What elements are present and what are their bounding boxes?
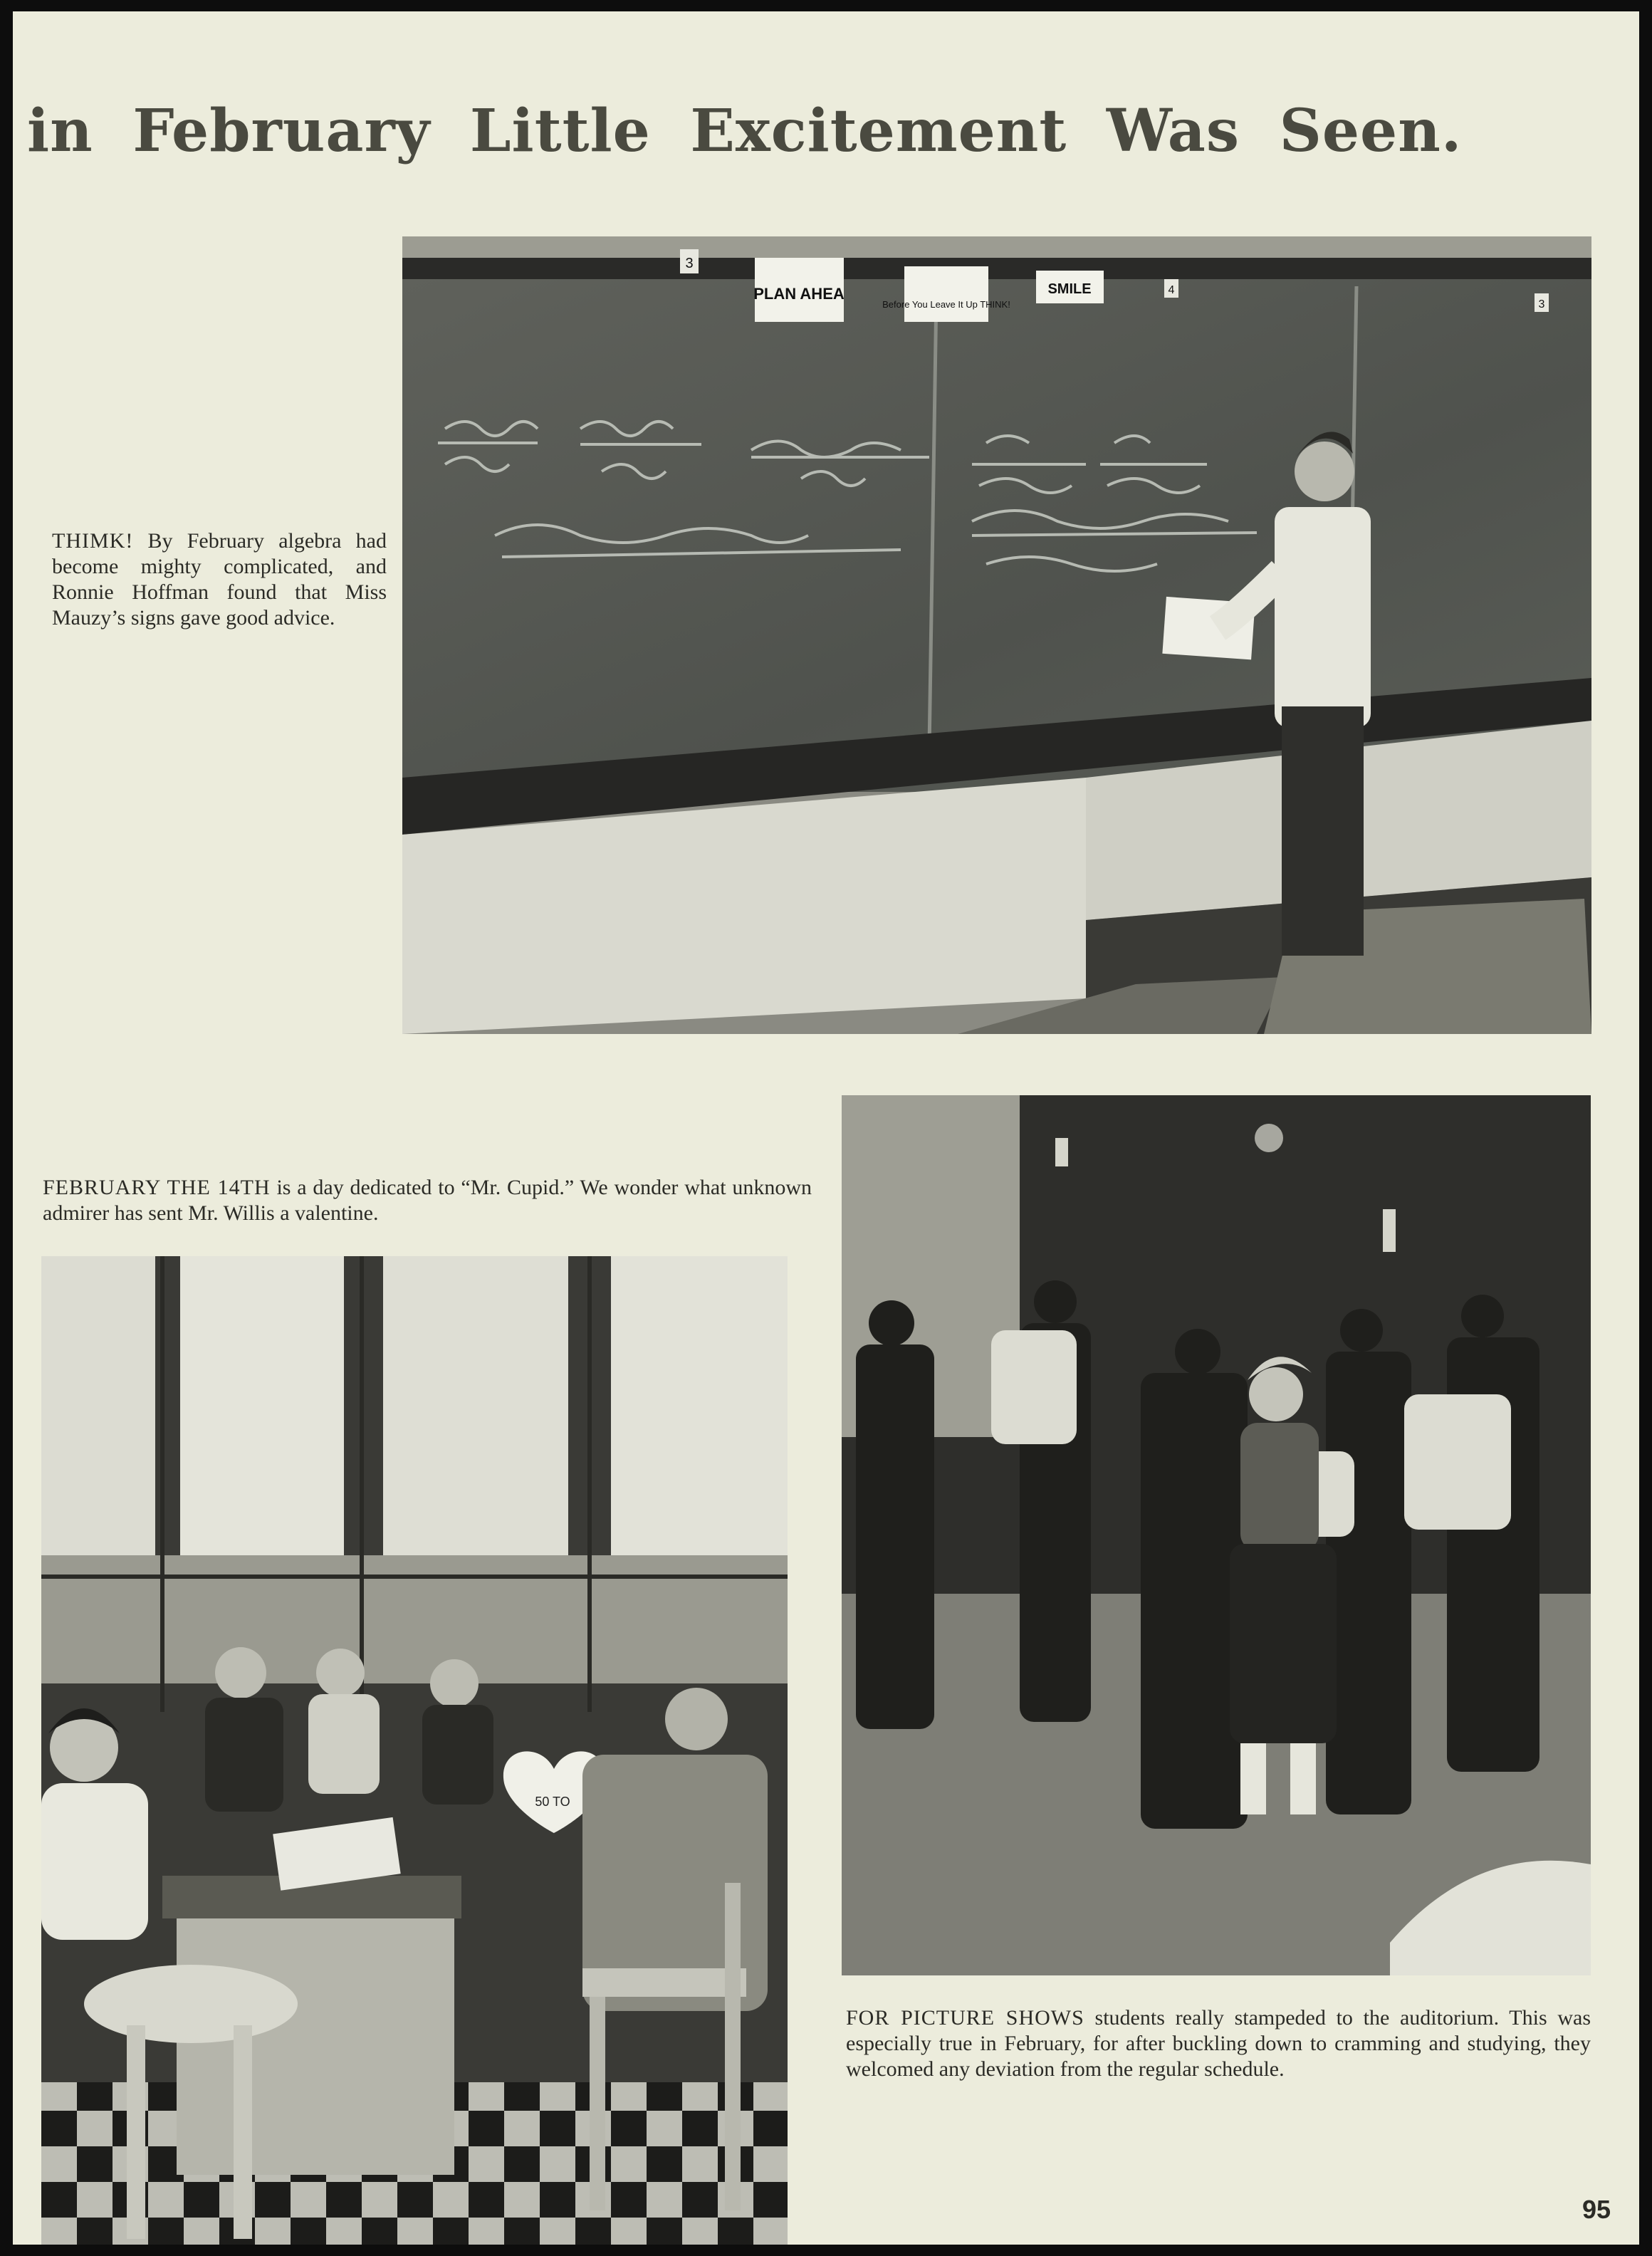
- caption-picture-shows: [846, 2005, 1591, 2082]
- sign-think: Before You Leave It Up THINK!: [882, 299, 1010, 310]
- page-number: 95: [1582, 2195, 1611, 2224]
- sign-plan-ahead: PLAN AHEA: [753, 285, 845, 303]
- photo-auditorium-crowd: [842, 1095, 1591, 1975]
- caption-picture-shows-text: students really stampeded to the auditorium. This was especially true in February, for after buckling down to cramming and studying, they welcomed any deviation from the regular schedule.: [846, 2006, 1591, 2081]
- page-headline: in February Little Excitement Was Seen.: [27, 97, 1463, 165]
- caption-february-14th: [43, 1175, 812, 1226]
- valentine-heart-text: 50 TO: [535, 1795, 570, 1809]
- caption-picture-shows-lead: FOR PICTURE SHOWS: [846, 2006, 1084, 2030]
- caption-february-text: is a day dedicated to “Mr. Cupid.” We wonder what unknown admirer has sent Mr. Willis a valentine.: [43, 1176, 812, 1225]
- caption-february-lead: FEBRUARY THE 14TH: [43, 1176, 271, 1199]
- board-number-1: 3: [685, 256, 694, 271]
- board-number-3: 3: [1538, 298, 1545, 310]
- sign-smile: SMILE: [1047, 281, 1092, 297]
- board-number-2: 4: [1168, 284, 1175, 296]
- photo-valentine-classroom: [41, 1256, 788, 2245]
- caption-thimk: [52, 528, 387, 631]
- caption-thimk-text: By February algebra had become mighty complicated, and Ronnie Hoffman found that Miss Mauzy’s signs gave good advice.: [52, 529, 387, 630]
- caption-thimk-lead: THIMK!: [52, 529, 134, 553]
- yearbook-page: [13, 11, 1639, 2245]
- photo-blackboard-algebra: [402, 236, 1591, 1034]
